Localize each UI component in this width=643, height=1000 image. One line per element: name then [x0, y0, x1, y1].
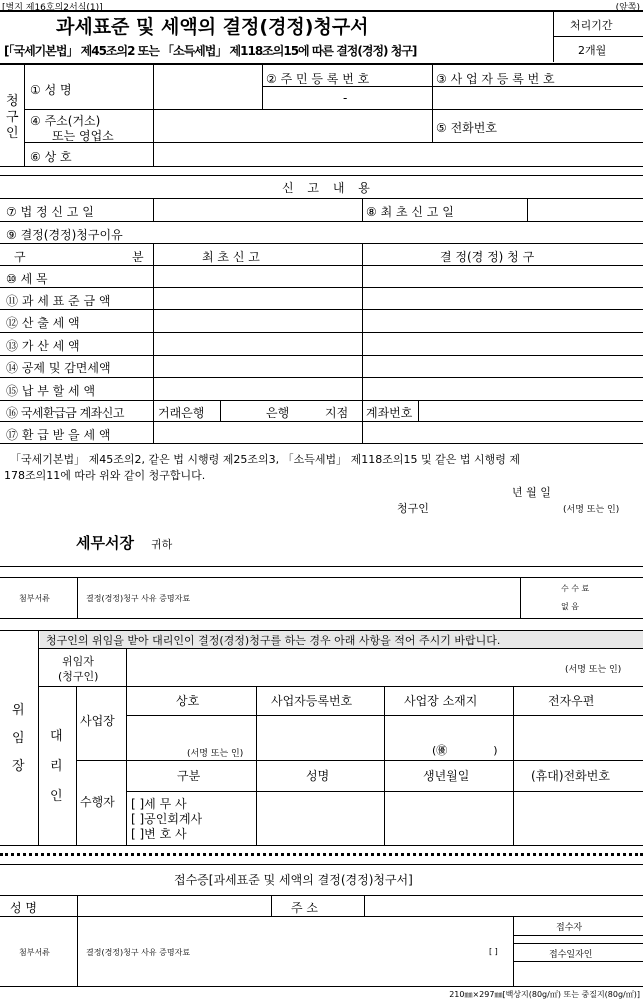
paper-spec: 210㎜×297㎜[백상지(80g/㎡) 또는 중질지(80g/㎡)] [449, 990, 640, 999]
biz-sign: (서명 또는 인) [187, 749, 244, 759]
recipient-office: 세무서장 [76, 534, 134, 552]
proc-value: 2개월 [578, 44, 607, 57]
address-label-2: 또는 영업소 [52, 129, 114, 143]
perf-col-birth: 생년월일 [423, 769, 470, 783]
refund-amount-label: ⑰ 환 급 받 을 세 액 [6, 428, 111, 442]
agent-side-label: 대 리 인 [50, 729, 63, 804]
attach-content: 결정(경정)청구 사유 증명자료 [86, 594, 191, 603]
recipient-honorific: 귀하 [151, 538, 173, 551]
perf-col-phone: (휴대)전화번호 [531, 769, 610, 783]
delegator-label: 위임자 [62, 655, 94, 668]
form-subtitle: [「국세기본법」 제45조의2 또는 「소득세법」 제118조의15에 따른 결정(경정) 청구] [4, 44, 417, 58]
business-label: 사업장 [80, 714, 115, 728]
proc-label: 처리기간 [570, 19, 613, 32]
delegator-label-2: (청구인) [58, 670, 99, 683]
bank-label: 거래은행 [158, 406, 205, 420]
row-computed-tax: ⑫ 산 출 세 액 [6, 316, 80, 330]
phone-label: ⑤ 전화번호 [436, 121, 497, 135]
receipt-checkbox[interactable]: [ ] [489, 947, 498, 956]
delegation-side-label: 위 임 장 [12, 703, 25, 774]
row-tax-item: ⑩ 세 목 [6, 272, 48, 286]
option-cpa[interactable]: [ ]공인회계사 [131, 812, 203, 826]
report-section-title: 신 고 내 용 [282, 181, 375, 195]
address-label: ④ 주소(거소) [30, 114, 101, 128]
option-lawyer[interactable]: [ ]변 호 사 [131, 827, 187, 841]
applicant-side-label: 청 구 인 [6, 94, 19, 141]
rrn-dash: - [343, 91, 348, 105]
performer-label: 수행자 [80, 795, 115, 809]
biz-col-email: 전자우편 [548, 694, 595, 708]
row-penalty-tax: ⑬ 가 산 세 액 [6, 339, 80, 353]
statement-line-1: 「국세기본법」 제45조의2, 같은 법 시행령 제25조의3, 「소득세법」 제118조의15 및 같은 법 시행령 제 [10, 453, 520, 466]
cut-line [0, 853, 643, 856]
form-title: 과세표준 및 세액의 결정(경정)청구서 [56, 16, 369, 38]
receiver-label: 접수자 [556, 923, 583, 933]
col-claim: 결 정(경 정) 청 구 [440, 250, 535, 264]
reason-label: ⑨ 결정(경정)청구이유 [6, 228, 123, 242]
proc-mid-line [553, 36, 643, 37]
perf-col-name: 성명 [306, 769, 330, 783]
receipt-title: 접수증[과세표준 및 세액의 결정(경정)청구서] [174, 873, 413, 887]
fee-label: 수 수 료 [561, 584, 590, 593]
receipt-attach-label: 첨부서류 [19, 948, 50, 957]
row-deduction: ⑭ 공제 및 감면세액 [6, 361, 111, 375]
brn-label: ③ 사 업 자 등 록 번 호 [436, 72, 555, 86]
claimant-label: 청구인 [397, 502, 429, 515]
col-first-report: 최 초 신 고 [202, 250, 260, 264]
perf-col-type: 구분 [177, 769, 201, 783]
account-no-label: 계좌번호 [366, 406, 413, 420]
rrn-label: ② 주 민 등 록 번 호 [266, 72, 370, 86]
attach-label: 첨부서류 [19, 594, 50, 603]
first-date-label: ⑧ 최 초 신 고 일 [366, 205, 454, 219]
row-payable-tax: ⑮ 납 부 할 세 액 [6, 384, 96, 398]
branch-unit: 지점 [325, 406, 349, 420]
biz-col-location: 사업장 소재지 [404, 694, 478, 708]
statement-line-2: 178조의11에 따라 위와 같이 청구합니다. [4, 469, 206, 482]
biz-col-brn: 사업자등록번호 [271, 694, 353, 708]
row-tax-base: ⑪ 과 세 표 준 금 액 [6, 294, 111, 308]
delegation-notice: 청구인의 위임을 받아 대리인이 결정(경정)청구를 하는 경우 아래 사항을 적어 주시기 바랍니다. [46, 634, 501, 647]
applicant-top [0, 63, 643, 65]
biz-col-name: 상호 [176, 694, 200, 708]
legal-date-label: ⑦ 법 정 신 고 일 [6, 205, 94, 219]
col-division-b: 분 [132, 250, 144, 264]
option-tax-accountant[interactable]: [ ]세 무 사 [131, 797, 187, 811]
fee-value: 없 음 [561, 602, 579, 611]
delegator-sign: (서명 또는 인) [565, 665, 622, 675]
receipt-name-label: 성 명 [10, 901, 37, 915]
receipt-attach-content: 결정(경정)청구 사유 증명자료 [86, 948, 191, 957]
bank-unit: 은행 [266, 406, 290, 420]
receive-date-label: 접수일자인 [549, 950, 593, 960]
statement-date: 년 월 일 [512, 486, 551, 499]
refund-account-label: ⑯ 국세환급금 계좌신고 [6, 406, 124, 420]
postal-icon: ㊝ [436, 744, 448, 757]
receipt-address-label: 주 소 [291, 901, 318, 915]
postal-field: (㊝ ) [432, 744, 498, 757]
page-side-label: (앞쪽) [615, 3, 640, 13]
claimant-sign: (서명 또는 인) [563, 505, 620, 515]
col-division-a: 구 [14, 250, 26, 264]
trade-name-label: ⑥ 상 호 [30, 150, 72, 164]
form-number: [별지 제16호의2서식(1)] [2, 3, 103, 13]
name-label: ① 성 명 [30, 83, 72, 97]
